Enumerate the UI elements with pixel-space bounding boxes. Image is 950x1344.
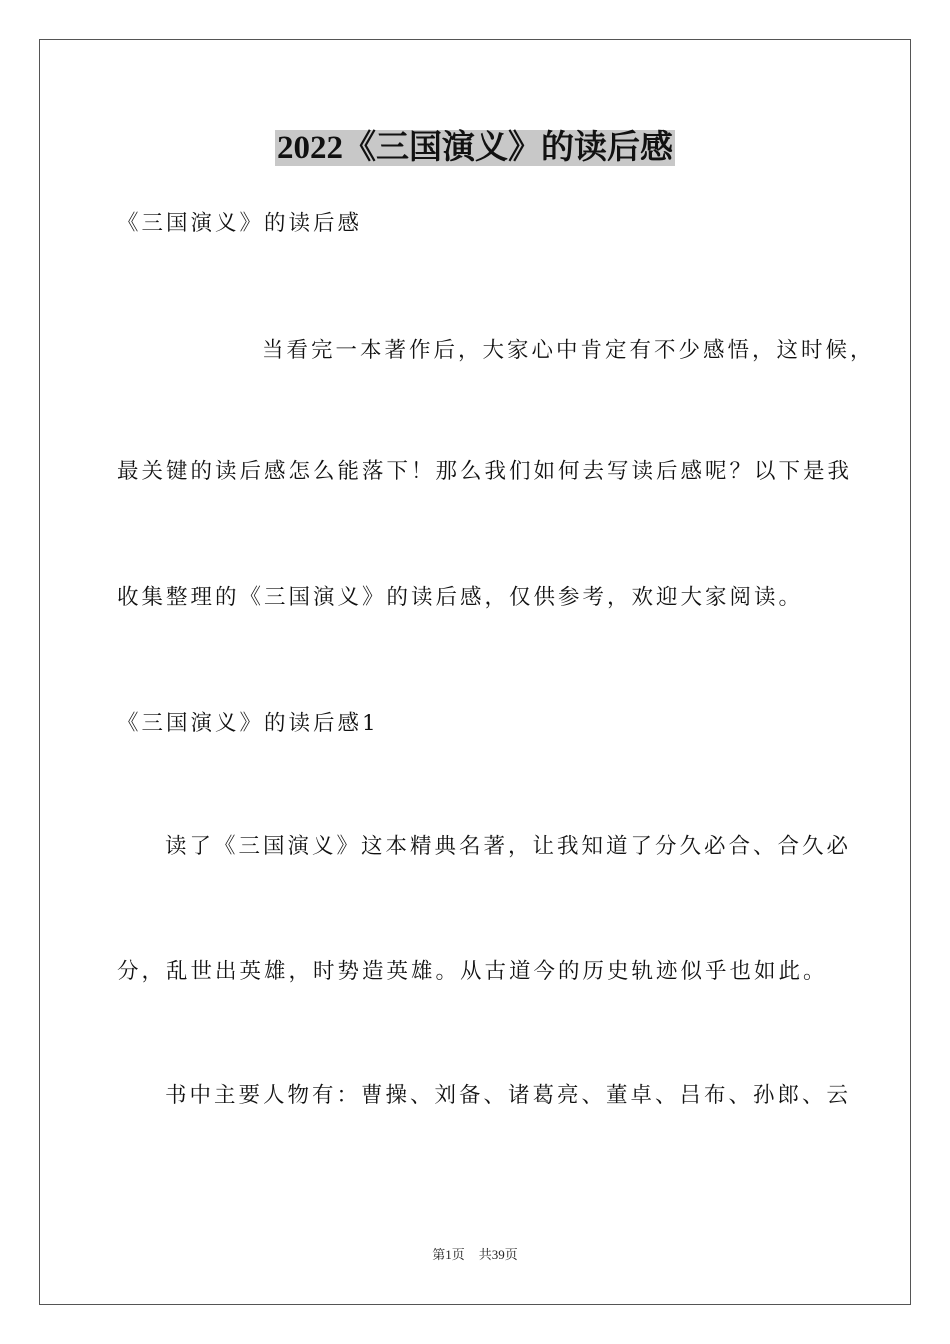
section-heading: 《三国演义》的读后感1	[117, 711, 379, 736]
article-heading: 《三国演义》的读后感	[117, 211, 363, 236]
intro-paragraph-line-1: 当看完一本著作后，大家心中肯定有不少感悟，这时候，	[262, 338, 875, 363]
page-total: 共39页	[478, 1247, 518, 1262]
intro-paragraph-line-3: 收集整理的《三国演义》的读后感，仅供参考，欢迎大家阅读。	[117, 585, 804, 610]
document-title	[0, 126, 950, 170]
document-title-text: 2022《三国演义》的读后感	[277, 130, 673, 166]
page-footer	[0, 1246, 950, 1264]
body-paragraph-1-line-1: 读了《三国演义》这本精典名著，让我知道了分久必合、合久必	[165, 834, 852, 859]
body-paragraph-2-line-1: 书中主要人物有：曹操、刘备、诸葛亮、董卓、吕布、孙郎、云	[165, 1083, 852, 1108]
page-number: 第1页	[432, 1247, 465, 1262]
body-paragraph-1-line-2: 分，乱世出英雄，时势造英雄。从古道今的历史轨迹似乎也如此。	[117, 959, 828, 984]
intro-paragraph-line-2: 最关键的读后感怎么能落下！那么我们如何去写读后感呢？以下是我	[117, 459, 853, 484]
